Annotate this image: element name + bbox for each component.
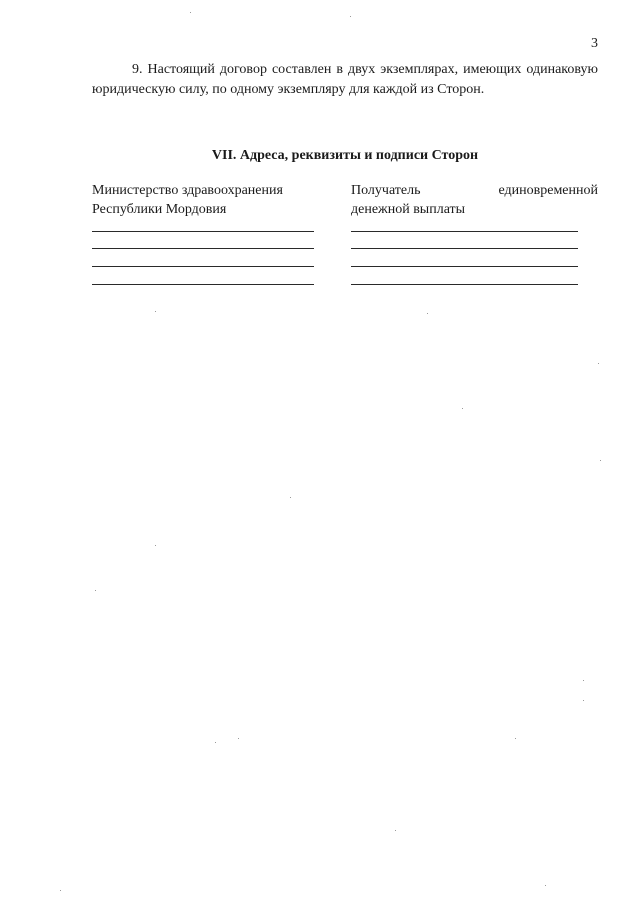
scan-speck	[60, 890, 61, 891]
scan-speck	[598, 363, 599, 364]
left-blank-line	[92, 248, 314, 249]
scan-speck	[462, 408, 463, 409]
party-right-name-line2: денежной выплаты	[351, 202, 466, 217]
scan-speck	[545, 885, 546, 886]
scan-speck	[583, 700, 584, 701]
section-heading: VII. Адреса, реквизиты и подписи Сторон	[211, 148, 479, 163]
scan-speck	[238, 738, 239, 739]
scan-speck	[290, 497, 291, 498]
left-blank-line	[92, 231, 314, 232]
scan-speck	[515, 738, 516, 739]
party-left-block	[92, 181, 314, 219]
party-left-name-line2: Республики Мордовия	[92, 202, 227, 217]
left-blank-line	[92, 266, 314, 267]
scan-speck	[395, 830, 396, 831]
party-right-name-line1	[351, 181, 598, 200]
left-blank-line	[92, 284, 314, 285]
party-right-word1: Получатель	[351, 183, 421, 198]
scan-speck	[155, 311, 156, 312]
page-number: 3	[591, 36, 598, 51]
right-blank-line	[351, 231, 578, 232]
right-blank-line	[351, 284, 578, 285]
scan-speck	[95, 590, 96, 591]
scan-speck	[215, 742, 216, 743]
scan-speck	[427, 313, 428, 314]
scan-speck	[600, 460, 601, 461]
scan-speck	[583, 680, 584, 681]
scan-speck	[155, 545, 156, 546]
clause-9-paragraph: 9. Настоящий договор составлен в двух экземплярах, имеющих одинаковую юридическую силу, по одному экземпляру для каждой из Сторон.	[92, 62, 598, 97]
right-blank-line	[351, 266, 578, 267]
party-right-word2: единовременной	[498, 183, 598, 198]
party-right-block	[351, 181, 598, 219]
right-blank-line	[351, 248, 578, 249]
party-left-name-line1: Министерство здравоохранения	[92, 183, 283, 198]
scan-speck	[190, 12, 191, 13]
scan-speck	[350, 16, 351, 17]
